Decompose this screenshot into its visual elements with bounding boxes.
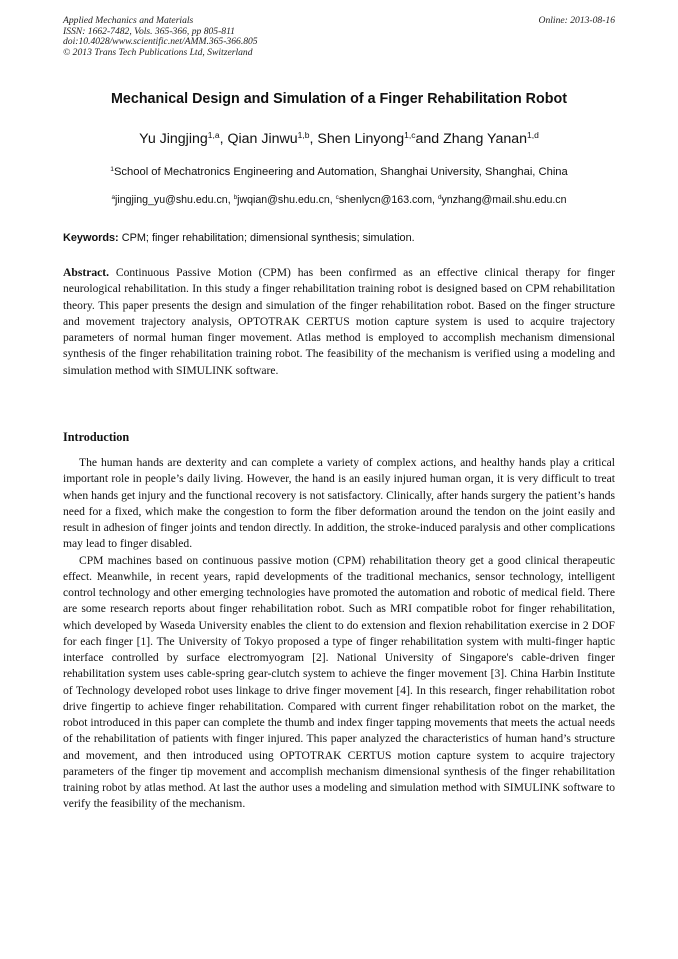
author-name: Qian Jinwu [227,131,298,147]
email-sup: d [437,194,442,202]
author-name: Shen Linyong [317,131,405,147]
email-sup: b [233,194,238,202]
online-date: Online: 2013-08-16 [538,15,615,26]
journal-name: Applied Mechanics and Materials [63,15,194,26]
author-sep: , [219,131,228,147]
paragraph: The human hands are dexterity and can complete a variety of complex actions, and healthy hands play a critical important role in people’s daily living. However, the hand is an easily injured human organ, it is very difficult to treat when hands get injury and the functional recovery is not satisfactory. Clinically, after hands surgery the patient’s hands need for a fixed, which make the congestion to form the fiber deformation around the tendon on the joint easily and result in adhesion of finger joints and tendon directly. In addition, the stroke-induced paralysis and other complications may lead to finger disabled. [63,456,615,551]
paper-title: Mechanical Design and Simulation of a Finger Rehabilitation Robot [111,91,567,107]
author-name: Yu Jingjing [139,131,208,147]
journal-header [63,16,615,58]
paragraph: CPM machines based on continuous passive motion (CPM) rehabilitation theory get a good clinical therapeutic effect. Meanwhile, in recent years, rapid developments of the traditional mechanics, sensor technology, intelligent control technology and other emerging technologies have promoted the automation and robotic of medical field. There are some research reports about finger rehabilitation robot. Such as MRI compatible robot for finger rehabilitation, which developed by Waseda University enables the client to do extension and flexion rehabilitation exercise in 2 DOF for each finger [1]. The University of Tokyo proposed a type of finger rehabilitation system with multi-finger haptic interface controlled by surface electromyogram [2]. National University of Singapore's cable-driven finger rehabilitation system uses cable-spring gear-clutch system to achieve the finger movement [3]. China Harbin Institute of Technology developed robot uses linkage to drive finger movement [4]. In this research, finger rehabilitation robot drive fingertip to achieve finger rehabilitation. Compared with current finger rehabilitation robot on the market, the robot introduced in this paper can complete the thumb and index finger tapping movements that meets the actual needs of the rehabilitation of patients with finger injured. This paper analyzed the characteristics of human hand’s structure and movement, and then introduced using OPTOTRAK CERTUS motion capture system to acquire trajectory parameters of the finger tip movement and accomplish mechanism dimensional synthesis of the finger rehabilitation training robot by atlas method. At last the author uses a modeling and simulation method with SIMULINK software to verify the feasibility of the mechanism. [63,553,615,811]
email-address: shenlycn@163.com [338,194,433,206]
keywords [63,232,615,244]
author-sep: , [309,131,318,147]
email-list [20,194,658,206]
section-heading-introduction: Introduction [63,430,130,444]
email-sep: , [329,194,336,206]
email-sep: , [227,194,234,206]
email-sup: c [335,194,339,202]
copyright-line: © 2013 Trans Tech Publications Ltd, Switzerland [63,46,253,58]
issn-line: ISSN: 1662-7482, Vols. 365-366, pp 805-811 [63,25,235,37]
author-sup: 1,c [404,129,416,140]
introduction-body [63,455,615,813]
email-address: jwqian@shu.edu.cn [237,194,330,206]
abstract [63,265,615,379]
abstract-text: Continuous Passive Motion (CPM) has been confirmed as an effective clinical therapy for finger neurological rehabilitation. In this study a finger rehabilitation training robot is designed based on CPM rehabilitation theory. This paper presents the design and simulation of the finger rehabilitation robot. Based on the finger structure and movement trajectory analysis, OPTOTRAK CERTUS motion capture system is used to acquire trajectory parameters of normal human finger movement. Atlas method is employed to accomplish mechanism dimensional synthesis of the finger rehabilitation training robot. The feasibility of the mechanism is verified using a modeling and simulation method with SIMULINK software. [63,266,615,377]
email-sup: a [111,194,116,202]
affiliation [20,166,658,178]
author-sup: 1,d [527,129,539,140]
affiliation-sup: 1 [110,165,114,173]
author-list [20,131,658,147]
email-address: ynzhang@mail.shu.edu.cn [441,194,567,206]
author-sup: 1,b [297,129,310,140]
email-sep: , [432,194,438,206]
abstract-label: Abstract. [63,266,110,279]
keywords-text: CPM; finger rehabilitation; dimensional synthesis; simulation. [118,232,415,244]
affiliation-text: School of Mechatronics Engineering and Automation, Shanghai University, Shanghai, China [113,166,568,178]
author-name: and Zhang Yanan [415,131,528,147]
doi-line: doi:10.4028/www.scientific.net/AMM.365-366.805 [63,36,258,48]
email-address: jingjing_yu@shu.edu.cn [115,194,228,206]
keywords-label: Keywords: [63,232,119,244]
author-sup: 1,a [207,129,220,140]
